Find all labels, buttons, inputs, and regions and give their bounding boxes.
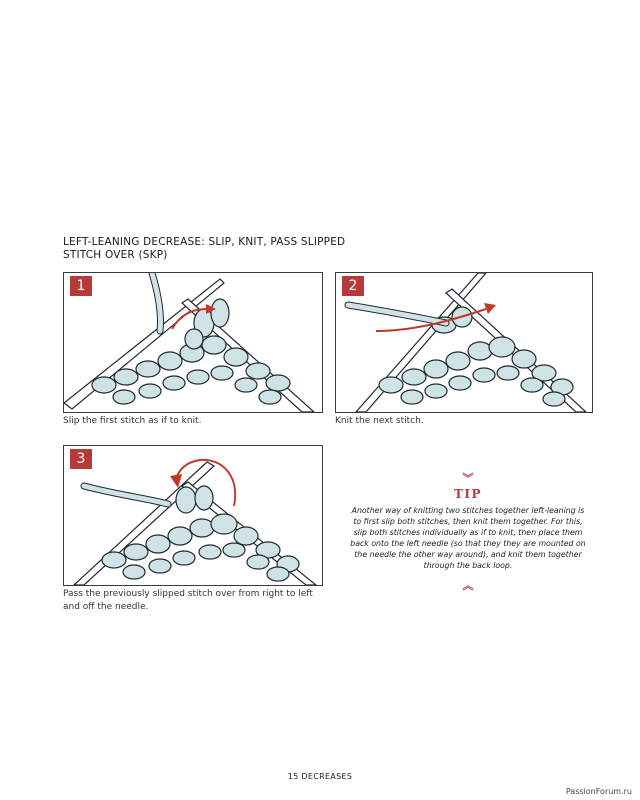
step-2-caption: Knit the next stitch. <box>335 416 424 426</box>
step-3-caption: Pass the previously slipped stitch over from right to left and off the needle. <box>63 589 313 612</box>
step-3-panel <box>63 445 323 586</box>
step-2-badge: 2 <box>342 276 364 296</box>
step-3-illustration <box>64 446 322 585</box>
tip-box <box>350 474 586 591</box>
step-3-badge: 3 <box>70 449 92 469</box>
tip-title: TIP <box>453 487 483 501</box>
step-1-panel <box>63 272 323 413</box>
chevron-up-icon: ︽ <box>462 579 474 592</box>
step-1-caption: Slip the first stitch as if to knit. <box>63 416 202 426</box>
watermark: PassionForum.ru <box>565 787 632 796</box>
step-2-panel <box>335 272 593 413</box>
step-1-badge: 1 <box>70 276 92 296</box>
step-2-illustration <box>336 273 592 412</box>
section-heading: LEFT-LEANING DECREASE: SLIP, KNIT, PASS SLIPPED STITCH OVER (SKP) <box>63 236 346 261</box>
step-1-illustration <box>64 273 322 412</box>
page-footer: 15 DECREASES <box>287 772 353 781</box>
tip-text: Another way of knitting two stitches together left-leaning is to first slip both stitches, then knit them together. For this, slip both stitches individually as if to knit, then place them back onto the left needle (so that they they are mounted on the needle the other way around), and knit them together through the back loop. <box>350 506 586 570</box>
chevron-down-icon: ︾ <box>462 472 474 485</box>
